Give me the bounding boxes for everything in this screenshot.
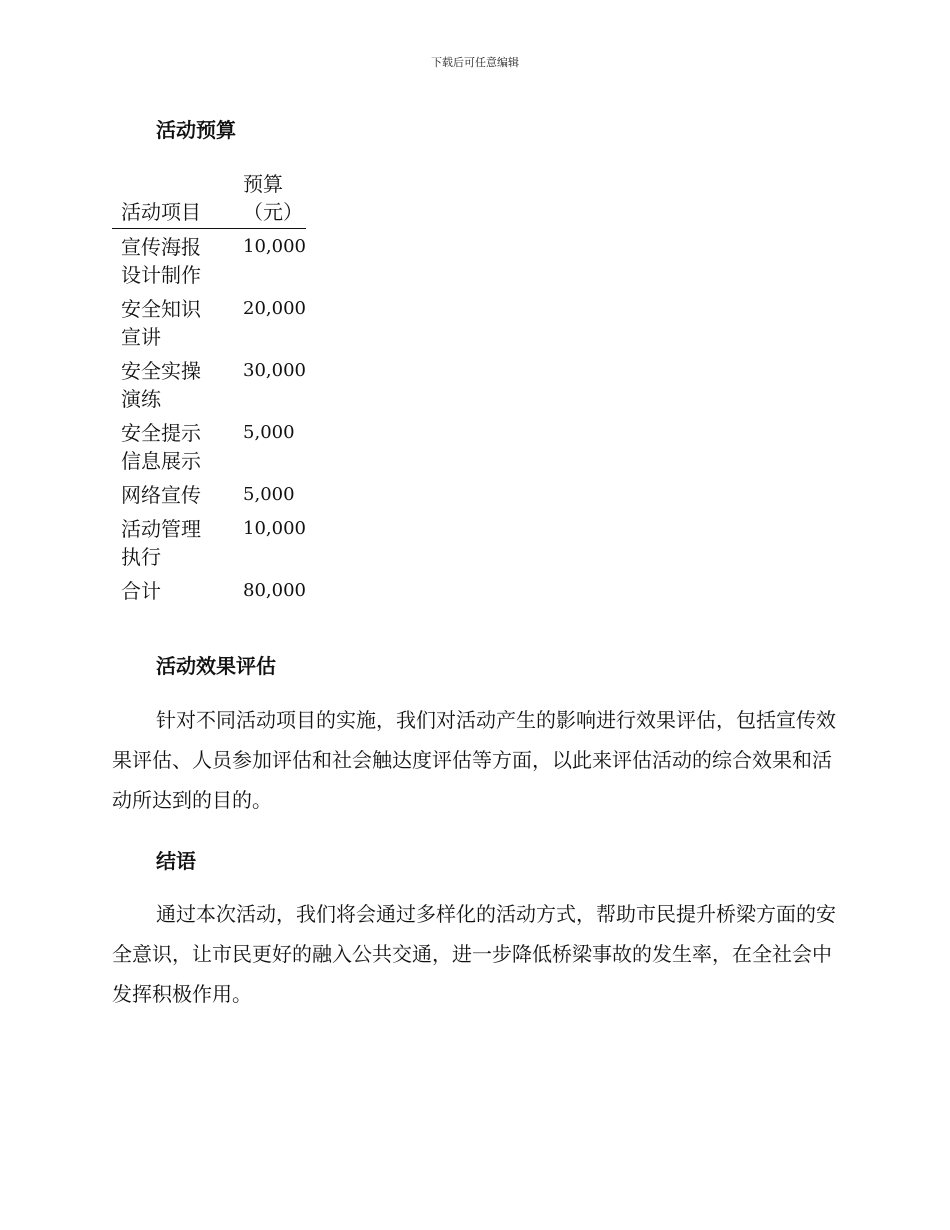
row-amount: 20,000 xyxy=(243,298,306,319)
evaluation-paragraph: 针对不同活动项目的实施，我们对活动产生的影响进行效果评估，包括宣传效果评估、人员参加评估和社会触达度评估等方面，以此来评估活动的综合效果和活动所达到的目的。 xyxy=(112,708,836,812)
table-row xyxy=(112,511,306,573)
row-item: 网络宣传 xyxy=(121,483,201,507)
row-item: 活动管理执行 xyxy=(121,517,201,569)
column-header-budget: 预算（元） xyxy=(243,172,304,224)
row-amount: 5,000 xyxy=(243,484,295,505)
conclusion-heading: 结语 xyxy=(156,849,196,873)
row-item: 安全提示信息展示 xyxy=(121,421,201,473)
row-amount: 80,000 xyxy=(243,580,306,601)
conclusion-paragraph: 通过本次活动，我们将会通过多样化的活动方式，帮助市民提升桥梁方面的安全意识，让市民更好的融入公共交通，进一步降低桥梁事故的发生率，在全社会中发挥积极作用。 xyxy=(112,902,836,1006)
table-row xyxy=(112,229,306,292)
row-amount: 10,000 xyxy=(243,236,306,257)
row-amount: 10,000 xyxy=(243,518,306,539)
column-header-item: 活动项目 xyxy=(121,200,201,224)
row-amount: 30,000 xyxy=(243,360,306,381)
table-row xyxy=(112,415,306,477)
budget-heading: 活动预算 xyxy=(156,118,236,142)
row-item: 宣传海报设计制作 xyxy=(121,235,201,287)
table-row-total xyxy=(112,573,306,607)
evaluation-heading: 活动效果评估 xyxy=(156,654,276,678)
budget-table xyxy=(112,170,306,607)
row-amount: 5,000 xyxy=(243,422,295,443)
row-item: 安全知识宣讲 xyxy=(121,297,201,349)
table-header-row xyxy=(112,170,306,229)
row-item: 安全实操演练 xyxy=(121,359,201,411)
table-row xyxy=(112,291,306,353)
row-item: 合计 xyxy=(121,579,161,603)
table-row xyxy=(112,477,306,511)
page-header: 下载后可任意编辑 xyxy=(431,56,519,69)
table-row xyxy=(112,353,306,415)
